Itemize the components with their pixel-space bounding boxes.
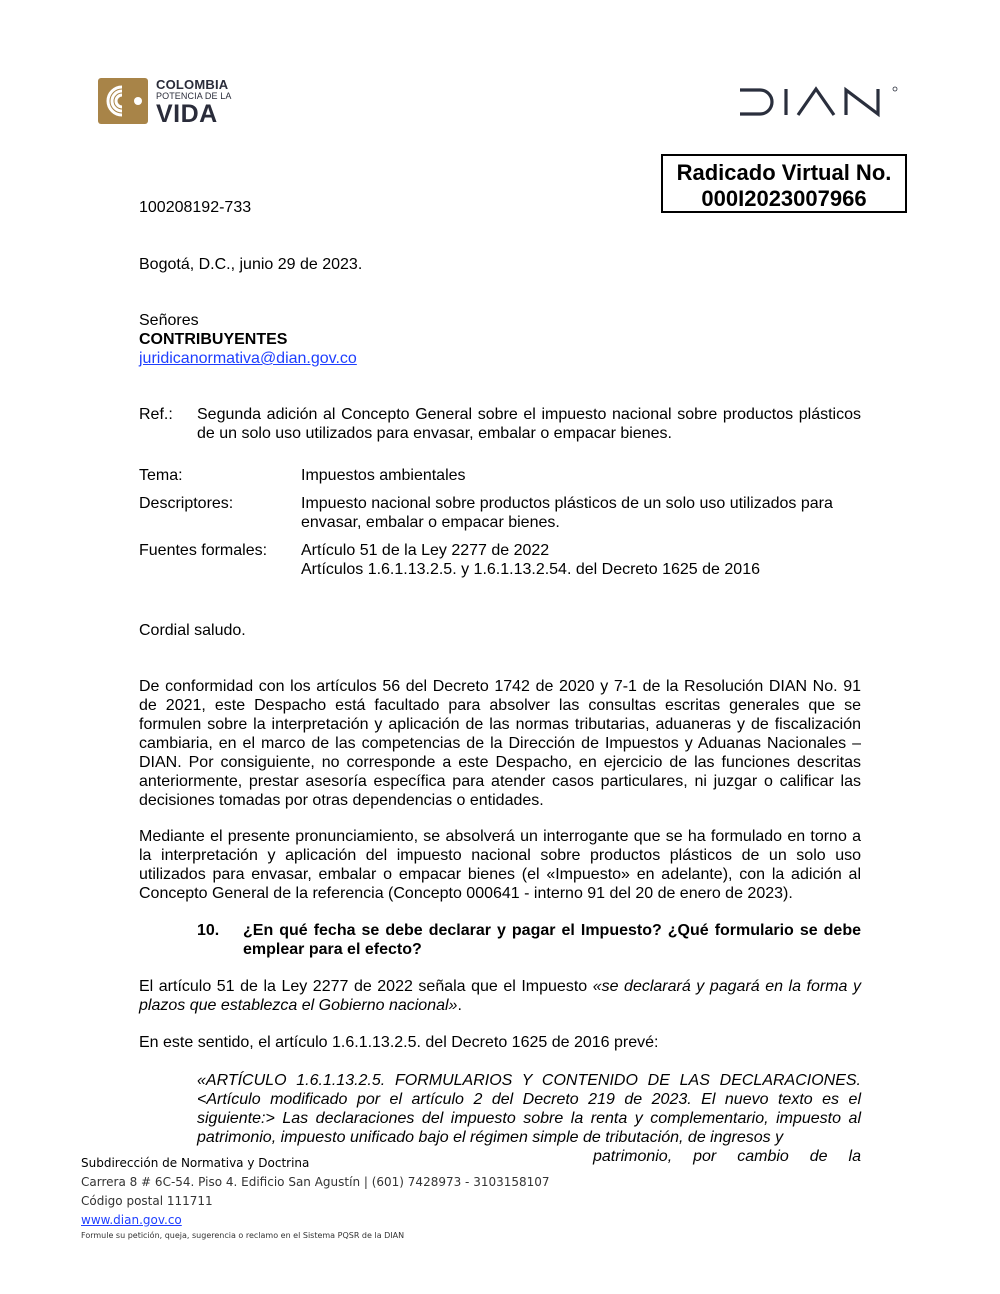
addressee-name: CONTRIBUYENTES (139, 331, 288, 348)
footer-note: Formule su petición, queja, sugerencia o reclamo en el Sistema PQSR de la DIAN (81, 1231, 405, 1240)
fuentes-value (301, 541, 861, 579)
paragraph-1: De conformidad con los artículos 56 del Decreto 1742 de 2020 y 7-1 de la Resolución DIAN No. 91 de 2021, este Despacho está facultado para absolver las consultas escritas generales que se formulen sobre la interpretación y aplicación de las normas tributarias, aduaneras y de fiscalización cambiaria, en el marco de las competencias de la Dirección de Impuestos y Aduanas Nacionales – DIAN. Por consiguiente, no corresponde a este Despacho, en ejercicio de las funciones descritas anteriormente, prestar asesoría específica para atender casos particulares, ni juzgar o calificar las decisiones tomadas por otras dependencias o entidades. (139, 678, 861, 809)
fuentes-line-1: Artículo 51 de la Ley 2277 de 2022 (301, 542, 550, 559)
legal-quote-last-line: patrimonio, por cambio de la (593, 1148, 861, 1165)
footer-address: Carrera 8 # 6C-54. Piso 4. Edificio San Agustín | (601) 7428973 - 3103158107 (81, 1175, 550, 1189)
paragraph-4: En este sentido, el artículo 1.6.1.13.2.5. del Decreto 1625 de 2016 prevé: (139, 1034, 659, 1051)
document-number: 100208192-733 (139, 199, 252, 216)
footer-postal: Código postal 111711 (81, 1194, 213, 1208)
footer (81, 1155, 550, 1243)
tema-label: Tema: (139, 467, 183, 484)
paragraph-3 (139, 977, 861, 1015)
tema-value: Impuestos ambientales (301, 467, 466, 484)
paragraph-3-start: El artículo 51 de la Ley 2277 de 2022 señala que el Impuesto (139, 978, 593, 995)
legal-quote: «ARTÍCULO 1.6.1.13.2.5. FORMULARIOS Y CONTENIDO DE LAS DECLARACIONES. <Artículo modificado por el artículo 2 del Decreto 219 de 2023. El nuevo texto es el siguiente:> Las declaraciones del impuesto sobre la renta y complementario, impuesto al patrimonio, impuesto unificado bajo el régimen simple de tributación, de ingresos y (197, 1072, 861, 1146)
paragraph-3-quote: «se declarará y pagará en la forma y plazos que establezca el Gobierno nacional» (139, 978, 861, 1014)
document-date: Bogotá, D.C., junio 29 de 2023. (139, 256, 363, 273)
addressee-salutation: Señores (139, 312, 199, 329)
question-text: ¿En qué fecha se debe declarar y pagar el Impuesto? ¿Qué formulario se debe emplear para el efecto? (243, 922, 861, 958)
logo-line-1: COLOMBIA (156, 77, 229, 92)
dian-logo-icon (738, 86, 900, 118)
addressee-email-link[interactable]: juridicanormativa@dian.gov.co (139, 350, 357, 367)
radicado-line-1: Radicado Virtual No. (676, 160, 892, 185)
ref-text: Segunda adición al Concepto General sobre el impuesto nacional sobre productos plásticos de un solo uso utilizados para envasar, embalar o empacar bienes. (197, 406, 861, 442)
radicado-number: 000I2023007966 (701, 186, 867, 211)
radicado-box (661, 154, 907, 213)
footer-web-link[interactable]: www.dian.gov.co (81, 1213, 182, 1227)
paragraph-2: Mediante el presente pronunciamiento, se absolverá un interrogante que se ha formulado en torno a la interpretación y aplicación del impuesto nacional sobre productos plásticos de un solo uso utilizados para envasar, embalar o empacar bienes (el «Impuesto» en adelante), con la adición al Concepto General de la referencia (Concepto 000641 - interno 91 del 20 de enero de 2023). (139, 828, 861, 902)
logo-line-2: POTENCIA DE LA (156, 91, 232, 101)
greeting: Cordial saludo. (139, 622, 246, 639)
colombia-logo (98, 78, 238, 128)
logo-line-3: VIDA (156, 100, 218, 128)
paragraph-3-end: . (457, 997, 462, 1014)
ref-label: Ref.: (139, 406, 173, 423)
descriptores-label: Descriptores: (139, 495, 234, 512)
dian-logo (738, 86, 900, 118)
question-number: 10. (197, 922, 220, 939)
colombia-logo-icon (98, 78, 148, 124)
fuentes-line-2: Artículos 1.6.1.13.2.5. y 1.6.1.13.2.54. del Decreto 1625 de 2016 (301, 561, 760, 578)
fuentes-label: Fuentes formales: (139, 542, 268, 559)
footer-office: Subdirección de Normativa y Doctrina (81, 1156, 310, 1170)
addressee-block (139, 311, 357, 368)
descriptores-value: Impuesto nacional sobre productos plásticos de un solo uso utilizados para envasar, embalar o empacar bienes. (301, 495, 833, 531)
